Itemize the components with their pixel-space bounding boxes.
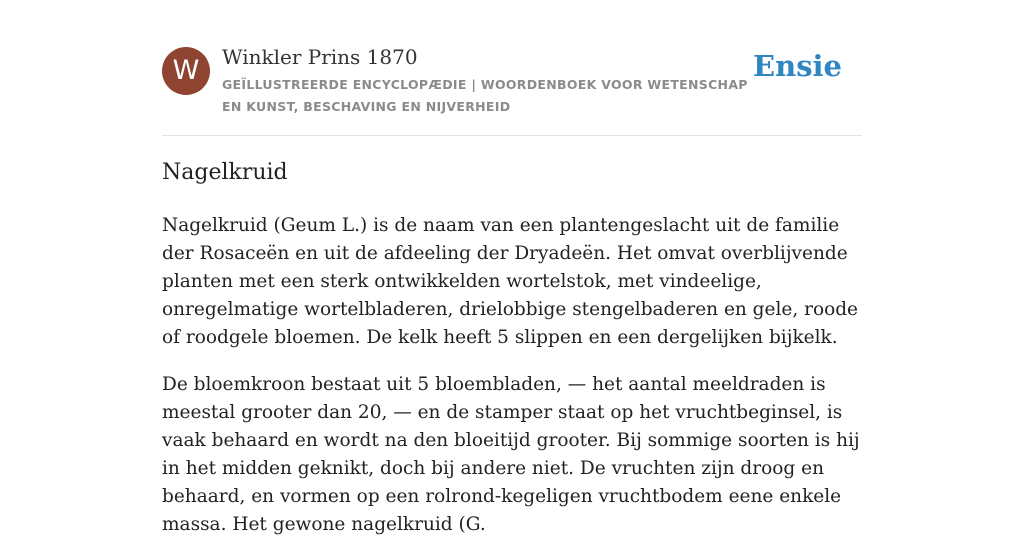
source-avatar[interactable]: W [162,47,210,95]
article-paragraph: De bloemkroon bestaat uit 5 bloembladen, — het aantal meeldraden is meestal grooter dan 20, — en de stamper staat op het vruchtbeginsel, is vaak behaard en wordt na den bloeitijd grooter. Bij sommige soorten is hij in het midden geknikt, doch bij andere niet. De vruchten zijn droog en behaard, en vormen op een rolrond-kegeligen vruchtbodem eene enkele massa. Het gewone nagelkruid (G. [162,374,860,535]
source-title[interactable]: Winkler Prins 1870 [222,45,418,69]
header-divider [162,135,862,136]
source-subtitle: GEÏLLUSTREERDE ENCYCLOPÆDIE | WOORDENBOEK VOOR WETENSCHAP EN KUNST, BESCHAVING EN NIJVERHEID [222,77,748,114]
article-body [162,212,867,558]
source-header [162,44,862,124]
article-title: Nagelkruid [162,160,288,185]
article-paragraph: Nagelkruid (Geum L.) is de naam van een plantengeslacht uit de familie der Rosaceën en uit de afdeeling der Dryadeën. Het omvat overblijvende planten met een sterk ontwikkelden wortelstok, met vindeelige, onregelmatige wortelbladeren, drielobbige stengelbaderen en gele, roode of roodgele bloemen. De kelk heeft 5 slippen en een dergelijken bijkelk. [162,215,859,348]
ensie-logo[interactable]: Ensie [753,49,842,83]
